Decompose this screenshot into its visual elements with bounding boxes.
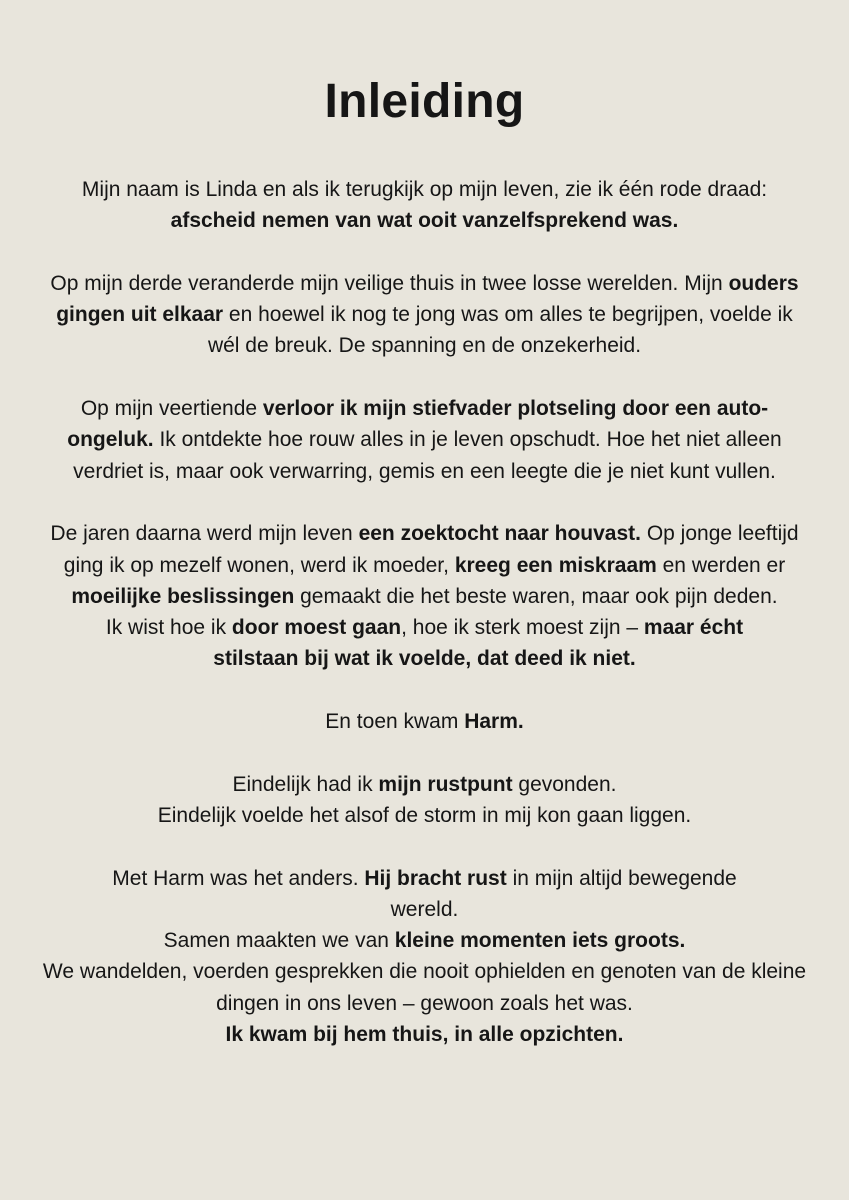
- text-run: en werden er: [656, 553, 786, 577]
- bold-text: mijn rustpunt: [378, 772, 513, 796]
- bold-text: maar écht stilstaan bij wat ik voelde, dat deed ik niet.: [213, 616, 744, 671]
- paragraph: [36, 1019, 813, 1050]
- text-run: Eindelijk had ik: [232, 772, 379, 796]
- bold-text: afscheid nemen van wat ooit vanzelfsprekend was.: [170, 209, 679, 233]
- bold-text: een zoektocht naar houvast.: [358, 522, 641, 546]
- paragraph: [36, 863, 813, 926]
- text-run: Met Harm was het anders.: [112, 866, 365, 890]
- text-run: Ik wist hoe ik: [105, 616, 232, 640]
- text-run: in mijn altijd bewegende wereld.: [390, 866, 737, 921]
- paragraph: [36, 518, 813, 612]
- text-run: We wandelden, voerden gesprekken die nooit ophielden en genoten van de kleine dingen in ons leven – gewoon zoals het was.: [42, 960, 807, 1015]
- text-run: Op mijn veertiende: [80, 397, 263, 421]
- text-run: En toen kwam: [325, 710, 465, 734]
- paragraph: [36, 706, 813, 737]
- text-run: Op jonge leeftijd ging ik op mezelf wonen, werd ik moeder,: [63, 522, 799, 577]
- text-run: gemaakt die het beste waren, maar ook pijn deden.: [294, 584, 778, 608]
- bold-text: Ik kwam bij hem thuis, in alle opzichten.: [225, 1023, 624, 1047]
- page-title: Inleiding: [324, 75, 525, 128]
- text-run: Op mijn derde veranderde mijn veilige thuis in twee losse werelden. Mijn: [50, 271, 729, 295]
- bold-text: ouders gingen uit elkaar: [56, 271, 799, 327]
- paragraph: [36, 956, 813, 1019]
- text-run: De jaren daarna werd mijn leven: [50, 522, 359, 546]
- paragraph: [36, 393, 813, 487]
- paragraph: [36, 800, 813, 831]
- text-run: gevonden.: [512, 772, 617, 796]
- text-run: Mijn naam is Linda en als ik terugkijk op mijn leven, zie ik één rode draad:: [81, 178, 768, 201]
- paragraph: [36, 268, 813, 362]
- paragraph: [36, 174, 813, 237]
- paragraph: [36, 769, 813, 800]
- text-run: Ik ontdekte hoe rouw alles in je leven opschudt. Hoe het niet alleen verdriet is, maar ook verwarring, gemis en een leegte die je niet kunt vullen.: [73, 428, 782, 483]
- bold-text: Harm.: [464, 710, 524, 734]
- bold-text: door moest gaan: [231, 616, 402, 640]
- bold-text: verloor ik mijn stiefvader plotseling door een auto-ongeluk.: [67, 397, 769, 452]
- bold-text: Hij bracht rust: [364, 866, 507, 890]
- bold-text: kleine momenten iets groots.: [394, 929, 686, 953]
- bold-text: moeilijke beslissingen: [71, 584, 295, 608]
- paragraph: [36, 925, 813, 956]
- text-run: Samen maakten we van: [163, 929, 395, 953]
- text-run: , hoe ik sterk moest zijn –: [401, 616, 644, 640]
- text-run: Eindelijk voelde het alsof de storm in mij kon gaan liggen.: [157, 803, 692, 827]
- paragraph: [36, 612, 813, 675]
- document-body: [36, 174, 813, 1050]
- text-run: en hoewel ik nog te jong was om alles te begrijpen, voelde ik wél de breuk. De spanning en de onzekerheid.: [207, 303, 793, 358]
- bold-text: kreeg een miskraam: [454, 553, 657, 577]
